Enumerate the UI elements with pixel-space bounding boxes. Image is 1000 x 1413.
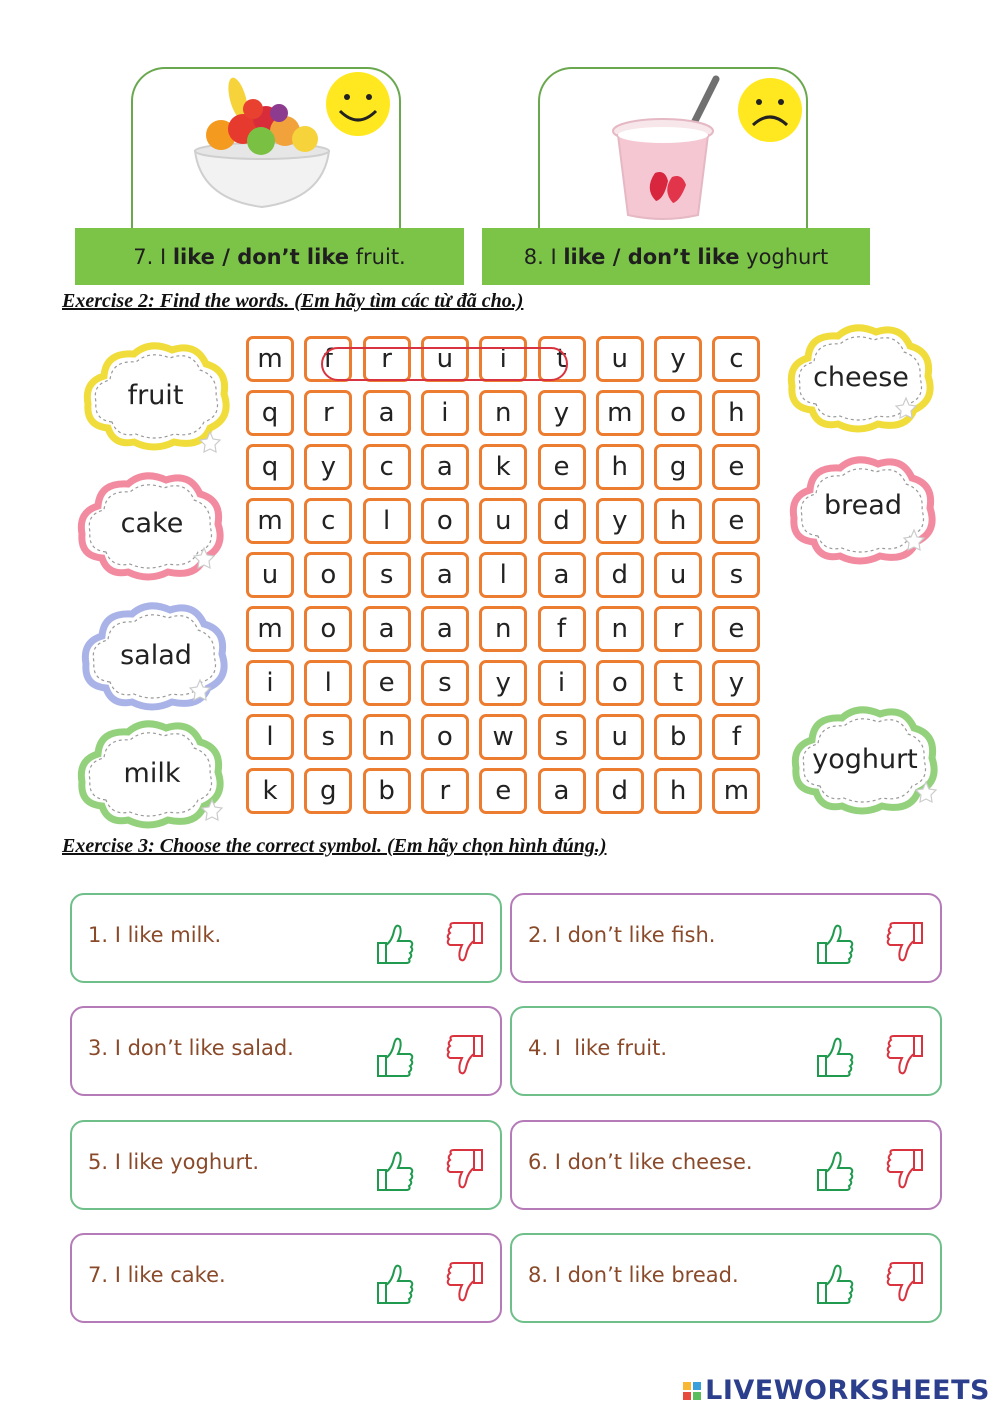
choose-symbol-card <box>510 893 942 983</box>
thumbs-down-icon[interactable] <box>884 1032 926 1080</box>
statement-text: 5. I like yoghurt. <box>88 1150 260 1174</box>
yoghurt-picture-card <box>538 67 808 231</box>
grid-cell[interactable]: n <box>363 714 411 760</box>
grid-cell[interactable]: e <box>712 606 760 652</box>
grid-cell[interactable]: y <box>479 660 527 706</box>
grid-cell[interactable]: e <box>538 444 586 490</box>
word-cloud-cheese <box>782 322 940 434</box>
grid-cell[interactable]: f <box>712 714 760 760</box>
cloud-word: milk <box>123 758 181 789</box>
logo-text: LIVEWORKSHEETS <box>705 1375 990 1406</box>
grid-cell[interactable]: y <box>596 498 644 544</box>
grid-cell[interactable]: c <box>712 336 760 382</box>
choose-symbol-card <box>70 893 502 983</box>
grid-cell[interactable]: o <box>304 606 352 652</box>
statement-text: 8. I don’t like bread. <box>528 1263 739 1287</box>
grid-cell[interactable]: n <box>596 606 644 652</box>
thumbs-up-icon[interactable] <box>374 919 416 967</box>
grid-cell[interactable]: g <box>304 768 352 814</box>
grid-cell[interactable]: l <box>363 498 411 544</box>
cloud-word: fruit <box>127 380 184 411</box>
grid-cell[interactable]: q <box>246 390 294 436</box>
thumbs-up-icon[interactable] <box>374 1146 416 1194</box>
grid-cell[interactable]: e <box>479 768 527 814</box>
grid-cell[interactable]: m <box>712 768 760 814</box>
thumbs-down-icon[interactable] <box>444 919 486 967</box>
grid-cell[interactable]: f <box>538 606 586 652</box>
choose-symbol-card <box>510 1006 942 1096</box>
grid-cell[interactable]: i <box>246 660 294 706</box>
fruit-bowl-icon <box>133 69 399 231</box>
option-separator: / <box>605 244 628 269</box>
word-cloud-yoghurt <box>786 704 944 816</box>
grid-cell[interactable]: m <box>246 606 294 652</box>
statement-text: 4. I like fruit. <box>528 1036 668 1060</box>
grid-cell[interactable]: c <box>304 498 352 544</box>
grid-cell[interactable]: u <box>479 498 527 544</box>
thumbs-down-icon[interactable] <box>884 1146 926 1194</box>
grid-cell[interactable]: h <box>654 768 702 814</box>
grid-cell[interactable]: o <box>421 714 469 760</box>
grid-cell[interactable]: a <box>421 552 469 598</box>
thumbs-down-icon[interactable] <box>444 1146 486 1194</box>
grid-cell[interactable]: y <box>712 660 760 706</box>
statement-text: 1. I like milk. <box>88 923 222 947</box>
grid-cell[interactable]: c <box>363 444 411 490</box>
grid-cell[interactable]: d <box>596 552 644 598</box>
grid-cell[interactable]: e <box>712 498 760 544</box>
grid-cell[interactable]: r <box>421 768 469 814</box>
grid-cell[interactable]: m <box>246 498 294 544</box>
thumbs-up-icon[interactable] <box>374 1259 416 1307</box>
grid-cell[interactable]: m <box>596 390 644 436</box>
grid-cell[interactable]: r <box>304 390 352 436</box>
yoghurt-cup-icon <box>540 69 806 231</box>
statement-text: 3. I don’t like salad. <box>88 1036 294 1060</box>
thumbs-down-icon[interactable] <box>884 919 926 967</box>
grid-cell[interactable]: l <box>304 660 352 706</box>
dont-like-option[interactable]: don’t like <box>237 244 349 269</box>
grid-cell[interactable]: k <box>479 444 527 490</box>
word-cloud-bread <box>784 454 942 566</box>
grid-cell[interactable]: a <box>538 552 586 598</box>
grid-cell[interactable]: a <box>421 444 469 490</box>
grid-cell[interactable]: o <box>304 552 352 598</box>
choose-symbol-card <box>70 1006 502 1096</box>
thumbs-down-icon[interactable] <box>444 1032 486 1080</box>
grid-cell[interactable]: q <box>246 444 294 490</box>
grid-cell[interactable]: u <box>421 336 469 382</box>
exercise2-heading: Exercise 2: Find the words. (Em hãy tìm các từ đã cho.) <box>62 290 524 312</box>
statement-text: 2. I don’t like fish. <box>528 923 716 947</box>
grid-cell[interactable]: u <box>596 714 644 760</box>
grid-cell[interactable]: w <box>479 714 527 760</box>
grid-cell[interactable]: i <box>421 390 469 436</box>
grid-cell[interactable]: g <box>654 444 702 490</box>
grid-cell[interactable]: r <box>363 336 411 382</box>
fruit-picture-card <box>131 67 401 231</box>
thumbs-down-icon[interactable] <box>444 1259 486 1307</box>
grid-cell[interactable]: m <box>246 336 294 382</box>
grid-cell[interactable]: y <box>538 390 586 436</box>
grid-cell[interactable]: u <box>246 552 294 598</box>
grid-cell[interactable]: a <box>421 606 469 652</box>
grid-cell[interactable]: d <box>538 498 586 544</box>
grid-cell[interactable]: o <box>421 498 469 544</box>
word-cloud-milk <box>72 718 232 830</box>
grid-cell[interactable]: n <box>479 606 527 652</box>
grid-cell[interactable]: e <box>712 444 760 490</box>
cloud-word: cheese <box>813 362 909 393</box>
grid-cell[interactable]: k <box>246 768 294 814</box>
choose-symbol-card <box>510 1233 942 1323</box>
word-cloud-salad <box>76 600 236 712</box>
dont-like-option[interactable]: don’t like <box>627 244 740 269</box>
sentence-object: yoghurt <box>739 244 829 269</box>
exercise1-sentence-7 <box>75 228 464 285</box>
thumbs-up-icon[interactable] <box>814 1259 856 1307</box>
word-cloud-cake <box>72 470 232 582</box>
cloud-word: yoghurt <box>812 744 918 775</box>
cloud-word: bread <box>824 490 902 521</box>
like-option[interactable]: like <box>563 244 606 269</box>
grid-cell[interactable]: l <box>246 714 294 760</box>
choose-symbol-card <box>70 1233 502 1323</box>
grid-cell[interactable]: t <box>538 336 586 382</box>
grid-cell[interactable]: i <box>538 660 586 706</box>
grid-cell[interactable]: y <box>304 444 352 490</box>
grid-cell[interactable]: e <box>363 660 411 706</box>
grid-cell[interactable]: b <box>654 714 702 760</box>
grid-cell[interactable]: r <box>654 606 702 652</box>
sentence-object: fruit. <box>348 244 406 269</box>
thumbs-down-icon[interactable] <box>884 1259 926 1307</box>
grid-cell[interactable]: l <box>479 552 527 598</box>
liveworksheets-logo <box>683 1375 990 1406</box>
thumbs-up-icon[interactable] <box>814 919 856 967</box>
thumbs-up-icon[interactable] <box>814 1146 856 1194</box>
grid-cell[interactable]: f <box>304 336 352 382</box>
statement-text: 7. I like cake. <box>88 1263 226 1287</box>
grid-cell[interactable]: h <box>712 390 760 436</box>
grid-cell[interactable]: u <box>654 552 702 598</box>
exercise1-sentence-8 <box>482 228 870 285</box>
cloud-word: cake <box>120 508 184 539</box>
choose-symbol-card <box>510 1120 942 1210</box>
grid-cell[interactable]: s <box>538 714 586 760</box>
grid-cell[interactable]: s <box>712 552 760 598</box>
grid-cell[interactable]: i <box>479 336 527 382</box>
grid-cell[interactable]: h <box>654 498 702 544</box>
grid-cell[interactable]: y <box>654 336 702 382</box>
word-cloud-fruit <box>78 338 233 453</box>
grid-cell[interactable]: s <box>304 714 352 760</box>
grid-cell[interactable]: a <box>538 768 586 814</box>
choose-symbol-card <box>70 1120 502 1210</box>
exercise3-heading: Exercise 3: Choose the correct symbol. (Em hãy chọn hình đúng.) <box>62 835 607 857</box>
grid-cell[interactable]: n <box>479 390 527 436</box>
grid-cell[interactable]: h <box>596 444 644 490</box>
grid-cell[interactable]: b <box>363 768 411 814</box>
statement-text: 6. I don’t like cheese. <box>528 1150 753 1174</box>
grid-cell[interactable]: u <box>596 336 644 382</box>
cloud-word: salad <box>120 640 192 671</box>
grid-cell[interactable]: o <box>654 390 702 436</box>
sentence-number: 8. I <box>523 244 564 269</box>
like-option[interactable]: like <box>172 244 215 269</box>
grid-cell[interactable]: a <box>363 606 411 652</box>
grid-cell[interactable]: o <box>596 660 644 706</box>
thumbs-up-icon[interactable] <box>374 1032 416 1080</box>
found-word-fruit-highlight <box>321 347 568 381</box>
thumbs-up-icon[interactable] <box>814 1032 856 1080</box>
logo-mark-icon <box>683 1382 701 1400</box>
grid-cell[interactable]: t <box>654 660 702 706</box>
option-separator: / <box>214 244 238 269</box>
sentence-number: 7. I <box>133 244 173 269</box>
grid-cell[interactable]: d <box>596 768 644 814</box>
grid-cell[interactable]: s <box>421 660 469 706</box>
grid-cell[interactable]: a <box>363 390 411 436</box>
grid-cell[interactable]: s <box>363 552 411 598</box>
